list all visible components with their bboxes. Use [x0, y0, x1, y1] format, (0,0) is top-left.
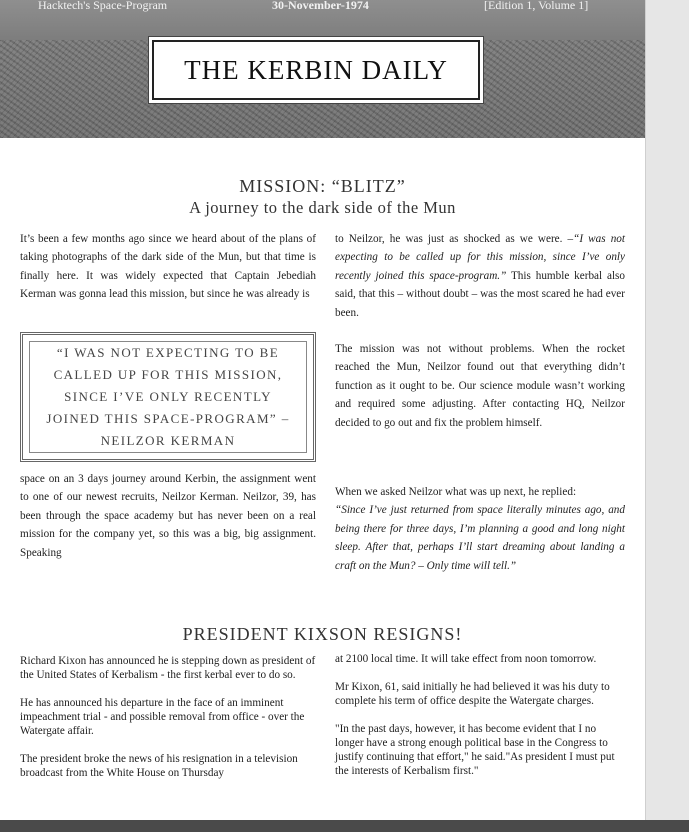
article1-headline: MISSION: “BLITZ” [239, 176, 406, 196]
article1-col2-para1 [335, 230, 625, 322]
article1-col2-para3-lead: When we asked Neilzor what was up next, he replied: [335, 486, 577, 498]
article1-col2-para2 [335, 340, 625, 432]
article1-col2-para1-tail: This humble kerbal also said, that this – without doubt – was the most scared he had ever been. [335, 269, 626, 319]
article1-col2-para1-text [335, 230, 625, 322]
article2-col2-para: at 2100 local time. It will take effect from noon tomorrow. [335, 653, 597, 665]
article1-subheadline: A journey to the dark side of the Mun [189, 198, 456, 217]
article2-col2-para: "In the past days, however, it has become evident that I no longer have a strong enough political base in the Congress to justify continuing that effort," he said."As president I must put the interests of Kerbalism first." [335, 723, 615, 777]
masthead-banner [0, 0, 645, 138]
article1-col2-para1-quote: “I was not expecting to be called up for this mission, since I’ve only recently joined this space-program.” [335, 233, 625, 282]
article2-col1-para: He has announced his departure in the face of an imminent impeachment trial - and possible removal from office - over the Watergate affair. [20, 697, 305, 737]
article2-headline: PRESIDENT KIXSON RESIGNS! [182, 624, 463, 644]
pull-quote-text: “I WAS NOT EXPECTING TO BE CALLED UP FOR THIS MISSION, SINCE I’VE ONLY RECENTLY JOINED THIS SPACE-PROGRAM” – NEILZOR KERMAN [46, 345, 290, 448]
article2-col2 [335, 652, 627, 792]
article1-col2-para3-quote: “Since I’ve just returned from space literally minutes ago, and being there for three days, I’m planning a good and long night sleep. After that, perhaps I’ll start dreaming about landing a craft on the Mun? – Only time will tell.” [335, 504, 625, 572]
article2-col2-para: Mr Kixon, 61, said initially he had believed it was his duty to complete his term of office despite the Watergate charges. [335, 681, 610, 707]
bottom-scroll-bar[interactable] [0, 820, 689, 832]
article1-col2-para1-lead: to Neilzor, he was just as shocked as we were. – [335, 233, 574, 245]
article2-col1 [20, 654, 320, 794]
article1-col1-top [20, 230, 316, 304]
article1-col2-para2-text: The mission was not without problems. When the rocket reached the Mun, Neilzor found out that everything didn’t function as it ought to be. Our science module wasn’t working and required some adjusting. After contacting HQ, Neilzor decided to go out and fix the problem himself. [335, 343, 625, 429]
article2-col1-para: Richard Kixon has announced he is stepping down as president of the United States of Kerbalism - the first kerbal ever to do so. [20, 655, 316, 681]
document-right-margin [645, 0, 689, 832]
newspaper-title: THE KERBIN DAILY [184, 54, 448, 85]
masthead-edition: [Edition 1, Volume 1] [484, 0, 589, 12]
masthead-date: 30-November-1974 [272, 0, 369, 12]
article1-col1-bottom-text: space on an 3 days journey around Kerbin, the assignment went to one of our newest recruits, Neilzor Kerman. Neilzor, 39, has been through the space academy but has never been on a real mission for the company yet, so this was a big, big assignment. Speaking [20, 473, 316, 559]
article1-col1-bottom [20, 470, 316, 562]
newspaper-title-box [152, 40, 480, 100]
article2-col1-para: The president broke the news of his resignation in a television broadcast from the White House on Thursday [20, 753, 298, 779]
masthead-program-name: Hacktech's Space-Program [38, 0, 168, 12]
pull-quote-box [20, 332, 316, 462]
article1-col2-para3 [335, 483, 625, 575]
article1-col1-top-text: It’s been a few months ago since we heard about of the plans of taking photographs of the dark side of the Mun, but that time is finally here. It was widely expected that Captain Jebediah Kerman was gonna lead this mission, but since he was already is [20, 233, 316, 301]
